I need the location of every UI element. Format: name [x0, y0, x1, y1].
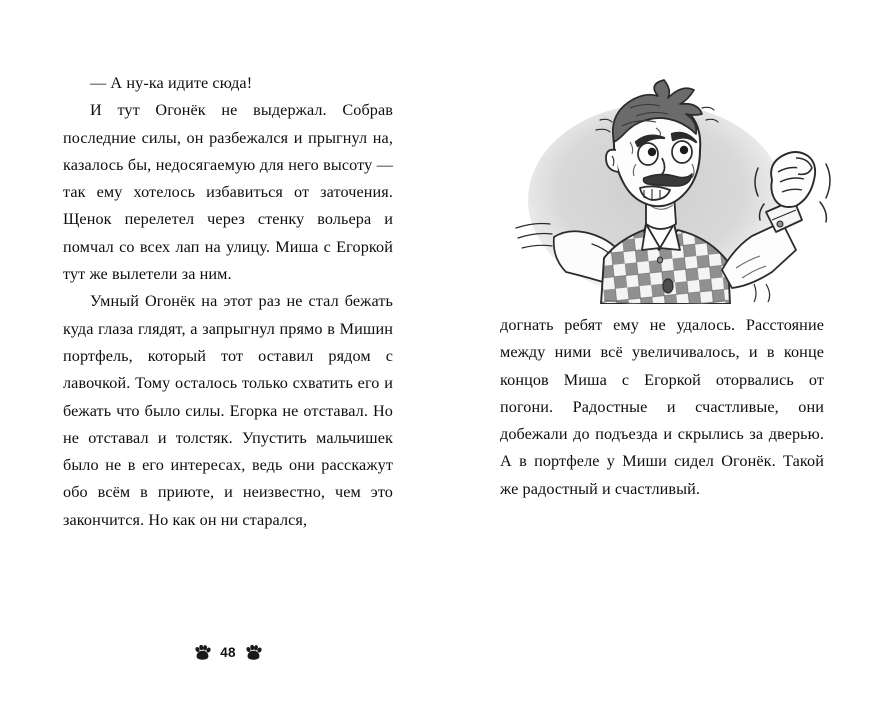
paragraph: Умный Огонёк на этот раз не стал бежать куда глаза глядят, а запрыгнул прямо в Мишин портфель, который тот оставил рядом с лавочкой. Тому осталось только схватить его и бежать что было силы. Егорка не отставал. Но не отставал и толстяк. Упустить мальчишек было не в его интересах, ведь они расскажут обо всём в приюте, и неизвестно, чем это закончится. Но как он ни старался,: [63, 292, 393, 529]
text-column-left: [63, 70, 393, 534]
paw-print-icon: [245, 645, 262, 660]
paragraph: И тут Огонёк не выдержал. Собрав последние силы, он разбежался и прыгнул на, казалось бы, недосягаемую для него высоту — так ему хотелось избавиться от заточения. Щенок перелетел через стенку вольера и помчал со всех лап на улицу. Миша с Егоркой тут же вылетели за ним.: [63, 101, 393, 284]
paragraph: догнать ребят ему не удалось. Расстояние между ними всё увеличивалось, и в конце концов Миша с Егоркой оторвались от погони. Радостные и счастливые, они добежали до подъезда и скрылись за дверью. А в портфеле у Миши сидел Огонёк. Такой же радостный и счастливый.: [500, 316, 824, 498]
raised-fist: [771, 152, 815, 207]
page-number: 48: [220, 644, 236, 660]
paw-print-icon: [194, 645, 211, 660]
angry-man-shaking-fist-illustration: [496, 72, 836, 304]
page-footer: [63, 645, 393, 660]
paragraph: — А ну-ка идите сюда!: [90, 74, 253, 92]
text-column-right: [500, 312, 824, 503]
